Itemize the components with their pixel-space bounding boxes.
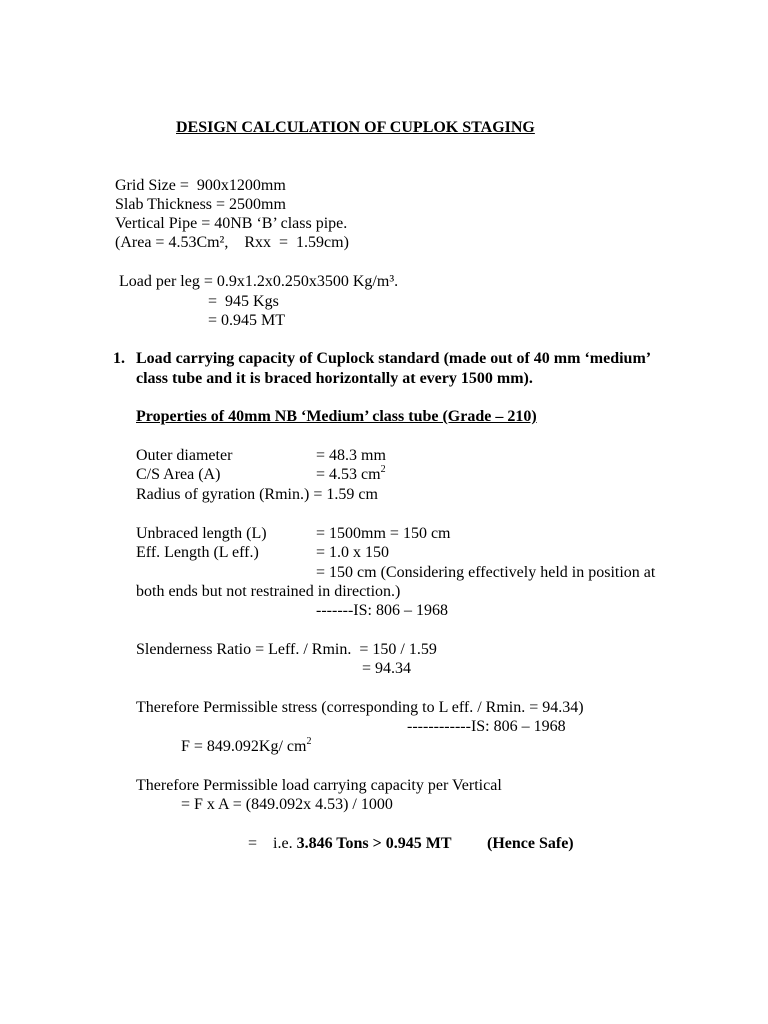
eff-length-value: = 1.0 x 150: [316, 544, 390, 561]
load-mt-line: = 0.945 MT: [208, 312, 286, 329]
result-prefix: = i.e.: [248, 835, 297, 852]
f-value-superscript: 2: [306, 736, 312, 747]
unbraced-length-label: Unbraced length (L): [136, 525, 267, 542]
outer-diameter-label: Outer diameter: [136, 447, 233, 464]
area-rxx-line: (Area = 4.53Cm², Rxx = 1.59cm): [115, 234, 349, 251]
cs-area-value: = 4.53 $cm^2$: [316, 464, 386, 483]
slab-thickness-line: Slab Thickness = 2500mm: [115, 196, 286, 213]
is-reference-2: ------------IS: 806 – 1968: [407, 718, 566, 735]
vertical-pipe-line: Vertical Pipe = 40NB ‘B’ class pipe.: [115, 215, 348, 232]
outer-diameter-value: = 48.3 mm: [316, 447, 386, 464]
slenderness-ratio-result: = 94.34: [362, 660, 412, 677]
slenderness-ratio-line: Slenderness Ratio = Leff. / Rmin. = 150 / 1.59: [136, 641, 437, 658]
section-number: 1.: [113, 350, 125, 367]
cs-area-label: C/S Area (A): [136, 466, 221, 483]
grid-size-line: Grid Size = 900x1200mm: [115, 177, 286, 194]
capacity-line1: Therefore Permissible load carrying capacity per Vertical: [136, 777, 502, 794]
radius-of-gyration-line: Radius of gyration (Rmin.) = 1.59 cm: [136, 486, 378, 503]
section-heading-line2: class tube and it is braced horizontally at every 1500 mm).: [136, 370, 533, 387]
cs-area-superscript: 2: [380, 464, 386, 475]
load-per-leg-line: Load per leg = 0.9x1.2x0.250x3500 Kg/m³.: [119, 273, 399, 290]
hence-safe-label: (Hence Safe): [487, 835, 574, 852]
eff-length-value2: = 150 cm (Considering effectively held in position at: [316, 564, 656, 581]
f-value-line: F = 849.092Kg/ $cm^2$: [181, 736, 312, 755]
eff-length-continuation: both ends but not restrained in direction.): [136, 583, 401, 600]
result-line: [248, 834, 452, 853]
section-heading-line1: Load carrying capacity of Cuplock standard (made out of 40 mm ‘medium’: [136, 350, 652, 367]
result-value: 3.846 Tons > 0.945 MT: [296, 835, 452, 852]
page-title: DESIGN CALCULATION OF CUPLOK STAGING: [176, 119, 535, 136]
properties-heading: Properties of 40mm NB ‘Medium’ class tube (Grade – 210): [136, 408, 537, 425]
capacity-line2: = F x A = (849.092x 4.53) / 1000: [181, 796, 393, 813]
is-reference-1: -------IS: 806 – 1968: [316, 602, 448, 619]
load-kgs-line: = 945 Kgs: [208, 293, 279, 310]
unbraced-length-value: = 1500mm = 150 cm: [316, 525, 451, 542]
eff-length-label: Eff. Length (L eff.): [136, 544, 259, 561]
permissible-stress-line: Therefore Permissible stress (corresponding to L eff. / Rmin. = 94.34): [136, 699, 584, 716]
